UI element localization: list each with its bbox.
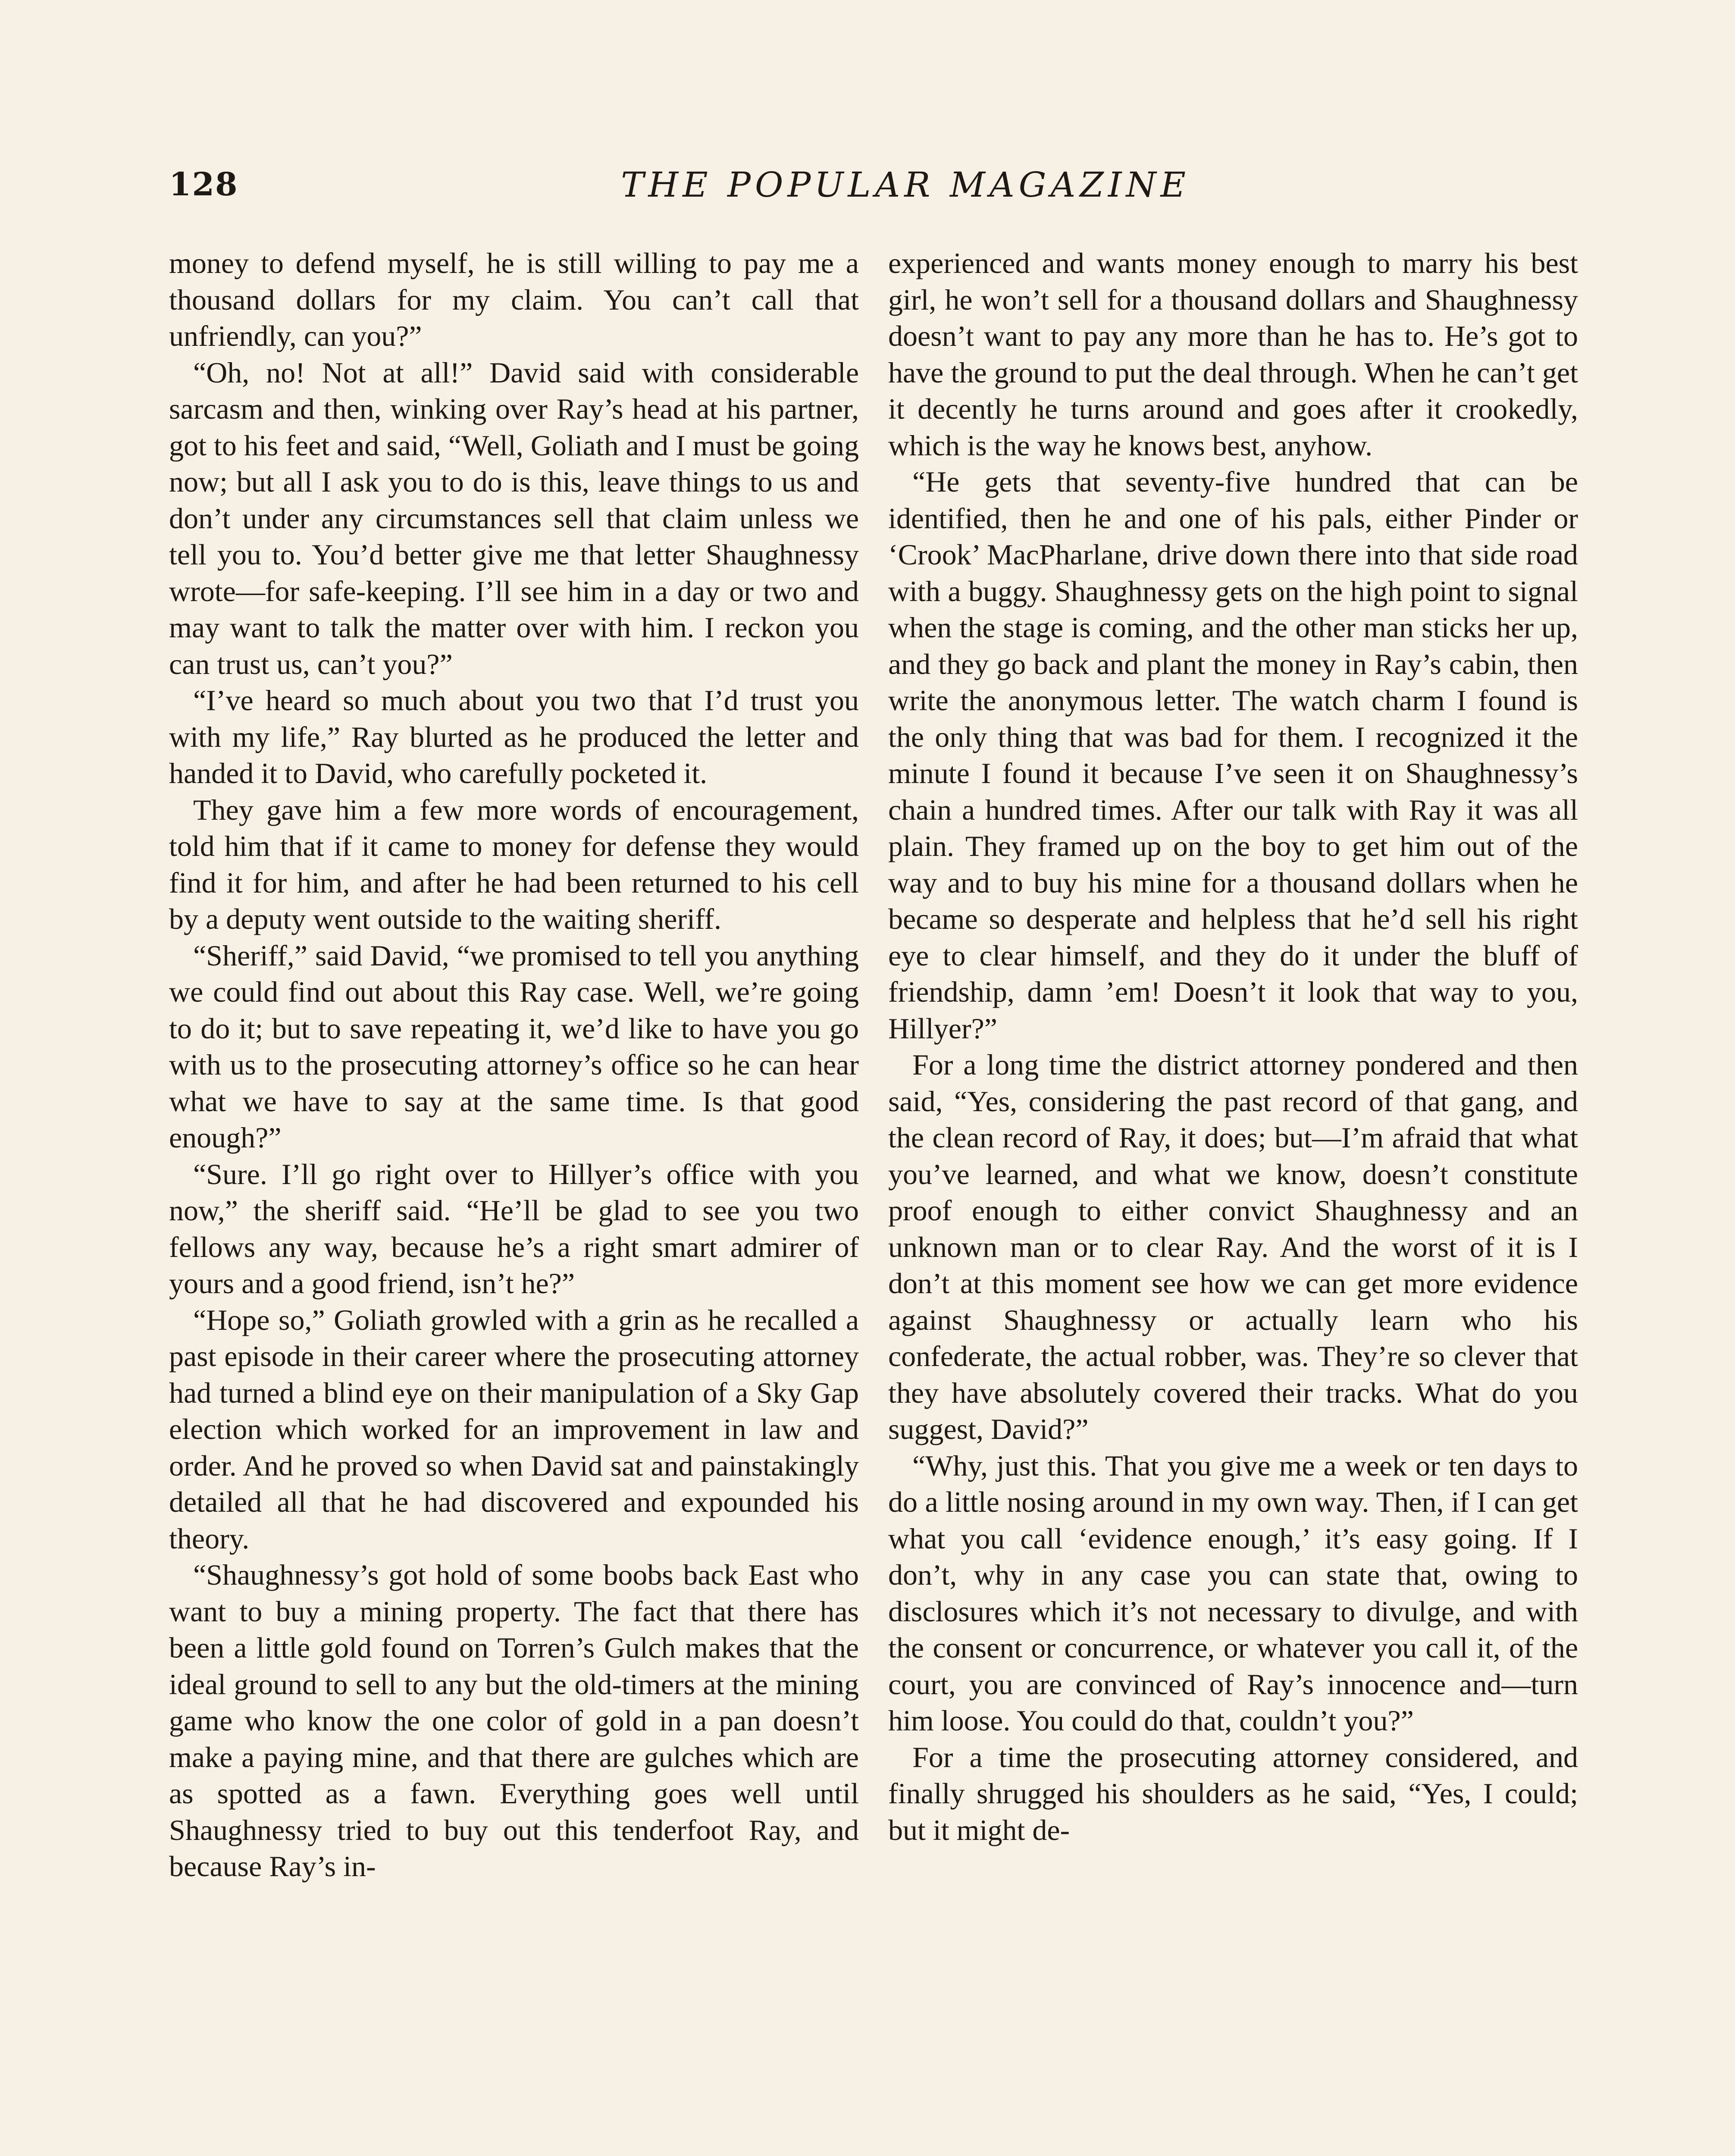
paragraph: “Oh, no! Not at all!” David said with considerable sarcasm and then, winking over Ray’s head at his partner, got to his feet and said, “Well, Goliath and I must be going now; but all I ask you to do is this, leave things to us and don’t under any circumstances sell that claim unless we tell you to. You’d better give me that letter Shaughnessy wrote—for safe-keeping. I’ll see him in a day or two and may want to talk the matter over with him. I reckon you can trust us, can’t you?” (169, 356, 859, 680)
right-text-column (888, 245, 1578, 2156)
left-text-column (169, 245, 859, 2156)
paragraph: “Why, just this. That you give me a week or ten days to do a little nosing around in my own way. Then, if I can get what you call ‘evidence enough,’ it’s easy going. If I don’t, why in any case you can state that, owing to disclosures which it’s not necessary to divulge, and with the consent or concurrence, or whatever you call it, of the court, you are convinced of Ray’s innocence and—turn him loose. You could do that, couldn’t you?” (888, 1449, 1578, 1737)
running-title: THE POPULAR MAGAZINE (621, 165, 1190, 205)
paragraph: money to defend myself, he is still willing to pay me a thousand dollars for my claim. You can’t call that unfriendly, can you?” (169, 247, 859, 352)
page-number: 128 (169, 166, 238, 203)
paragraph: They gave him a few more words of encouragement, told him that if it came to money for defense they would find it for him, and after he had been returned to his cell by a deputy went outside to the waiting sheriff. (169, 793, 859, 935)
paragraph: “Hope so,” Goliath growled with a grin as he recalled a past episode in their career where the prosecuting attorney had turned a blind eye on their manipulation of a Sky Gap election which worked for an improvement in law and order. And he proved so when David sat and painstakingly detailed all that he had discovered and expounded his theory. (169, 1303, 859, 1555)
paragraph: For a time the prosecuting attorney considered, and finally shrugged his shoulders as he said, “Yes, I could; but it might de- (888, 1740, 1578, 1846)
paragraph: “Sheriff,” said David, “we promised to tell you anything we could find out about this Ray case. Well, we’re going to do it; but to save repeating it, we’d like to have you go with us to the prosecuting attorney’s office so he can hear what we have to say at the same time. Is that good enough?” (169, 939, 859, 1154)
paragraph: “Shaughnessy’s got hold of some boobs back East who want to buy a mining property. The fact that there has been a little gold found on Torren’s Gulch makes that the ideal ground to sell to any but the old-timers at the mining game who know the one color of gold in a pan doesn’t make a paying mine, and that there are gulches which are as spotted as a fawn. Everything goes well until Shaughnessy tried to buy out this tenderfoot Ray, and because Ray’s in- (169, 1558, 859, 1883)
paragraph: experienced and wants money enough to marry his best girl, he won’t sell for a thousand dollars and Shaughnessy doesn’t want to pay any more than he has to. He’s got to have the ground to put the deal through. When he can’t get it decently he turns around and goes after it crookedly, which is the way he knows best, anyhow. (888, 247, 1578, 462)
paragraph: “He gets that seventy-five hundred that can be identified, then he and one of his pals, either Pinder or ‘Crook’ MacPharlane, drive down there into that side road with a buggy. Shaughnessy gets on the high point to signal when the stage is coming, and the other man sticks her up, and they go back and plant the money in Ray’s cabin, then write the anonymous letter. The watch charm I found is the only thing that was bad for them. I recognized it the minute I found it because I’ve seen it on Shaughnessy’s chain a hundred times. After our talk with Ray it was all plain. They framed up on the boy to get him out of the way and to buy his mine for a thousand dollars when he became so desperate and helpless that he’d sell his right eye to clear himself, and they do it under the bluff of friendship, damn ’em! Doesn’t it look that way to you, Hillyer?” (888, 465, 1578, 1045)
paragraph: “Sure. I’ll go right over to Hillyer’s office with you now,” the sheriff said. “He’ll be glad to see you two fellows any way, because he’s a right smart admirer of yours and a good friend, isn’t he?” (169, 1157, 859, 1300)
paragraph: For a long time the district attorney pondered and then said, “Yes, considering the past record of that gang, and the clean record of Ray, it does; but—I’m afraid that what you’ve learned, and what we know, doesn’t constitute proof enough to either convict Shaughnessy and an unknown man or to clear Ray. And the worst of it is I don’t at this moment see how we can get more evidence against Shaughnessy or actually learn who his confederate, the actual robber, was. They’re so clever that they have absolutely covered their tracks. What do you suggest, David?” (888, 1048, 1578, 1445)
paragraph: “I’ve heard so much about you two that I’d trust you with my life,” Ray blurted as he produced the letter and handed it to David, who carefully pocketed it. (169, 684, 859, 790)
